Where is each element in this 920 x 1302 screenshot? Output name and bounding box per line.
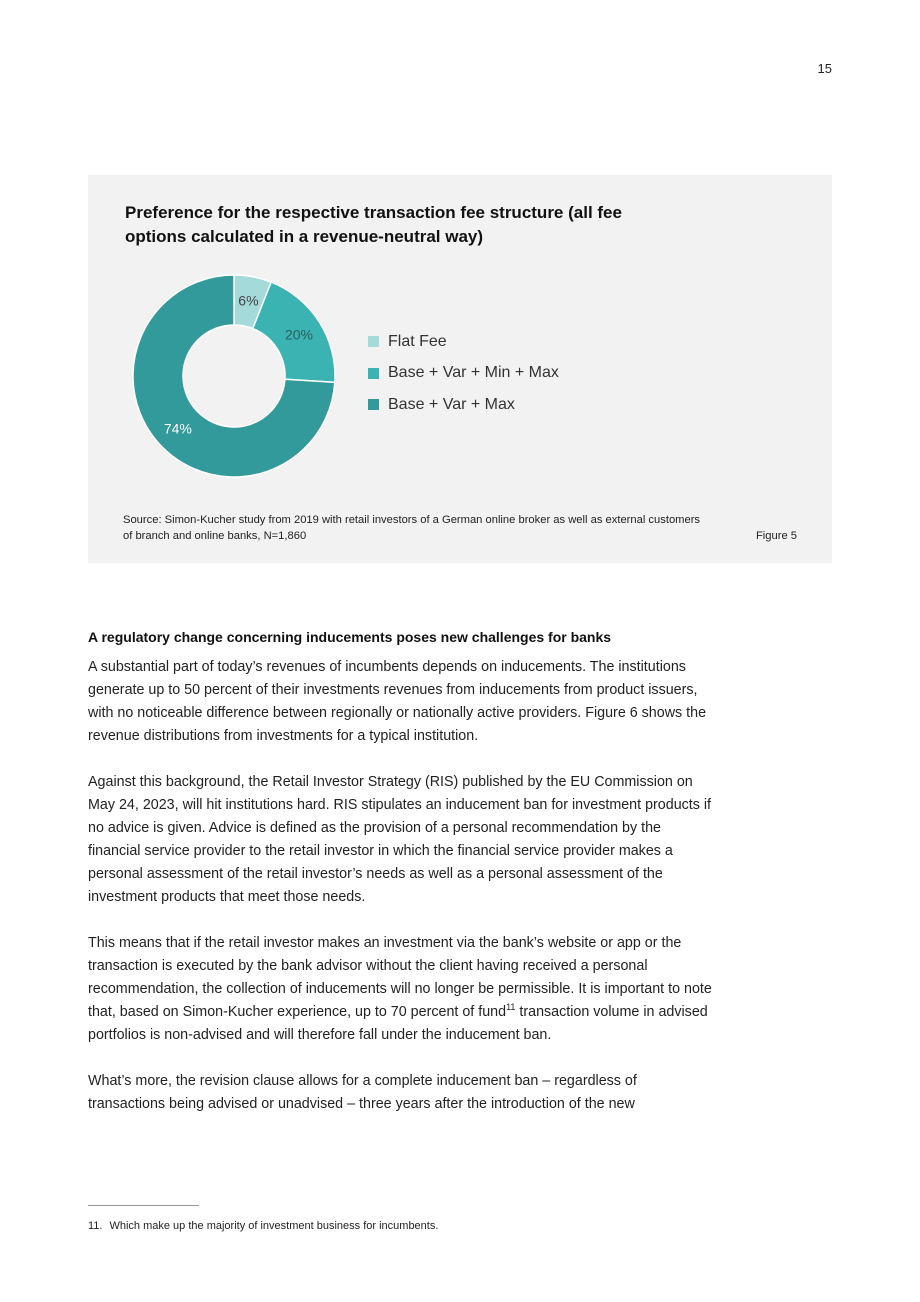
donut-chart <box>128 270 348 490</box>
section-heading: A regulatory change concerning inducements poses new challenges for banks <box>88 629 612 645</box>
donut-label-1: 6% <box>238 292 259 309</box>
footnote-divider <box>88 1205 199 1206</box>
figure-label: Figure 5 <box>755 530 797 542</box>
legend-item-2 <box>368 358 559 390</box>
paragraph-1: A substantial part of today’s revenues of incumbents depends on inducements. The institutions generate up to 50 percent of their investments revenues from inducements from product issuers, with no noticeable difference between regionally or nationally active providers. Figure 6 shows the revenue distributions from investments for a typical institution. <box>88 659 707 744</box>
footnote <box>88 1220 438 1232</box>
paragraph-3-text-b: transaction volume in advised portfolios is non-advised and will therefore fall under the inducement ban. <box>88 1004 708 1043</box>
legend-swatch <box>368 399 379 410</box>
chart-title: Preference for the respective transaction fee structure (all fee options calculated in a revenue-neutral way) <box>125 203 622 246</box>
page-number: 15 <box>817 61 832 76</box>
footnote-number: 11. <box>88 1220 103 1232</box>
article-body <box>88 627 713 1139</box>
legend-swatch <box>368 336 379 347</box>
donut-label-2: 20% <box>284 326 314 343</box>
figure-panel <box>88 175 832 563</box>
legend-item-3 <box>368 389 559 421</box>
chart-legend <box>368 326 559 421</box>
legend-label: Flat Fee <box>388 332 447 350</box>
paragraph-3-text-a: This means that if the retail investor makes an investment via the bank’s website or app or the transaction is executed by the bank advisor without the client having received a personal recommendation, the collection of inducements will no longer be permissible. It is important to note that, based on Simon-Kucher experience, up to 70 percent of fund <box>88 935 712 1020</box>
donut-label-3: 74% <box>163 420 192 437</box>
footnote-reference: 11 <box>506 1002 516 1013</box>
legend-item-1 <box>368 326 559 358</box>
paragraph-2: Against this background, the Retail Investor Strategy (RIS) published by the EU Commission on May 24, 2023, will hit institutions hard. RIS stipulates an inducement ban for investment products if no advice is given. Advice is defined as the provision of a personal recommendation by the financial service provider to the retail investor in which the financial service provider makes a personal assessment of the retail investor’s needs as well as a personal assessment of the investment products that meet those needs. <box>88 774 712 905</box>
figure-source: Source: Simon-Kucher study from 2019 with retail investors of a German online broker as well as external customers of branch and online banks, N=1,860 <box>123 514 701 542</box>
paragraph-3 <box>88 932 713 1047</box>
legend-label: Base + Var + Max <box>388 395 515 413</box>
legend-label: Base + Var + Min + Max <box>388 364 559 382</box>
paragraph-4: What’s more, the revision clause allows for a complete inducement ban – regardless of transactions being advised or unadvised – three years after the introduction of the new <box>88 1073 637 1112</box>
footnote-text: Which make up the majority of investment business for incumbents. <box>109 1220 439 1232</box>
legend-swatch <box>368 368 379 379</box>
